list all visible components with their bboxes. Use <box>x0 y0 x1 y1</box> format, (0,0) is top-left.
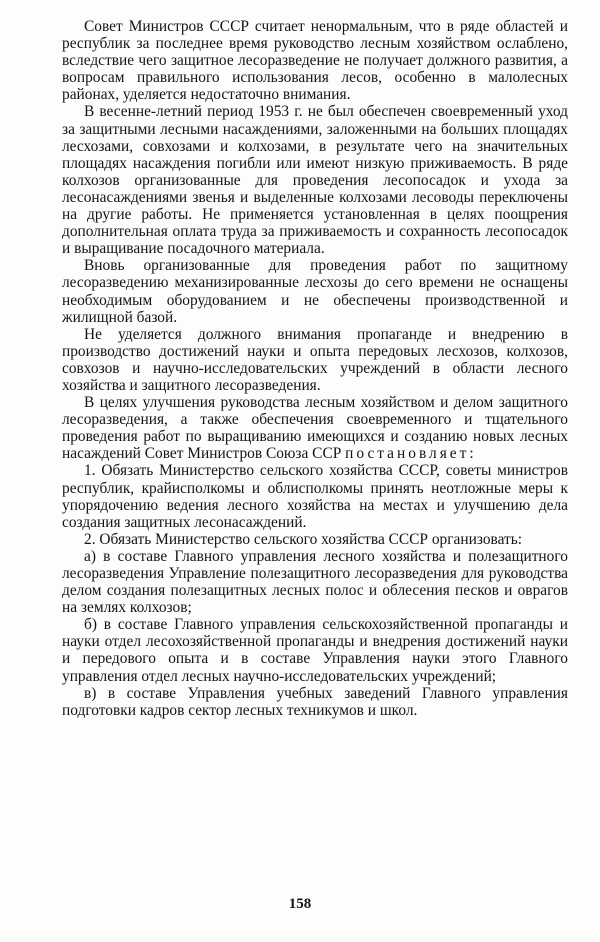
paragraph: 2. Обязать Министерство сельского хозяйства СССР организовать: <box>84 530 523 548</box>
paragraph-decree <box>62 394 568 462</box>
list-item: в) в составе Управления учебных заведений Главного управления подготовки кадров сектор лесных техникумов и школ. <box>62 684 568 719</box>
paragraph: Не уделяется должного внимания пропаганде и внедрению в производство достижений науки и опыта передовых лесхозов, колхозов, совхозов и научно-исследовательских учреждений в области лесного хозяйства и защитного лесоразведения. <box>62 325 568 394</box>
paragraph: 1. Обязать Министерство сельского хозяйства СССР, советы министров республик, крайисполкомы и облисполкомы принять неотложные меры к упорядочению ведения лесного хозяйства на местах и улучшению дела создания защитных лесонасаждений. <box>62 462 568 531</box>
list-item: б) в составе Главного управления сельскохозяйственной пропаганды и науки отдел лесохозяйственной пропаганды и внедрения достижений науки и передового опыта и в составе Управления науки этого Главного управления отдел лесных научно-исследовательских учреждений; <box>62 616 568 685</box>
paragraph: В весенне-летний период 1953 г. не был обеспечен своевременный уход за защитными лесными насаждениями, заложенными на больших площадях лесхозами, совхозами и колхозами, в результате чего на значительных площадях насаждения погибли или имеют низкую приживаемость. В ряде колхозов организованные для проведения лесопосадок и ухода за лесонасаждениями звенья и выделенные колхозами лесоводы переключены на другие работы. Не применяется установленная в целях поощрения дополнительная оплата труда за приживаемость и сохранность лесопосадок и выращивание посадочного материала. <box>62 103 568 258</box>
paragraph: Совет Министров СССР считает ненормальным, что в ряде областей и республик за последнее время руководство лесным хозяйством ослаблено, вследствие чего защитное лесоразведение не получает должного развития, а вопросам правильного использования лесов, особенно в малолесных районах, уделяется недостаточно внимания. <box>62 18 568 104</box>
decree-word: постановляет: <box>345 445 477 463</box>
page-number: 158 <box>288 896 312 912</box>
decree-text: В целях улучшения руководства лесным хозяйством и делом защитного лесоразведения, а также обеспечения своевременного и тщательного проведения работ по выращиванию имеющихся и созданию новых лесных насаждений Совет Министров Союза ССР <box>62 394 568 463</box>
document-body <box>62 18 568 719</box>
list-item: а) в составе Главного управления лесного хозяйства и полезащитного лесоразведения Управление полезащитного лесоразведения для руководства делом создания полезащитных лесных полос и облесения песков и оврагов на землях колхозов; <box>62 547 568 617</box>
paragraph: Вновь организованные для проведения работ по защитному лесоразведению механизированные лесхозы до сего времени не оснащены необходимым оборудованием и не обеспечены производственной и жилищной базой. <box>62 257 568 326</box>
